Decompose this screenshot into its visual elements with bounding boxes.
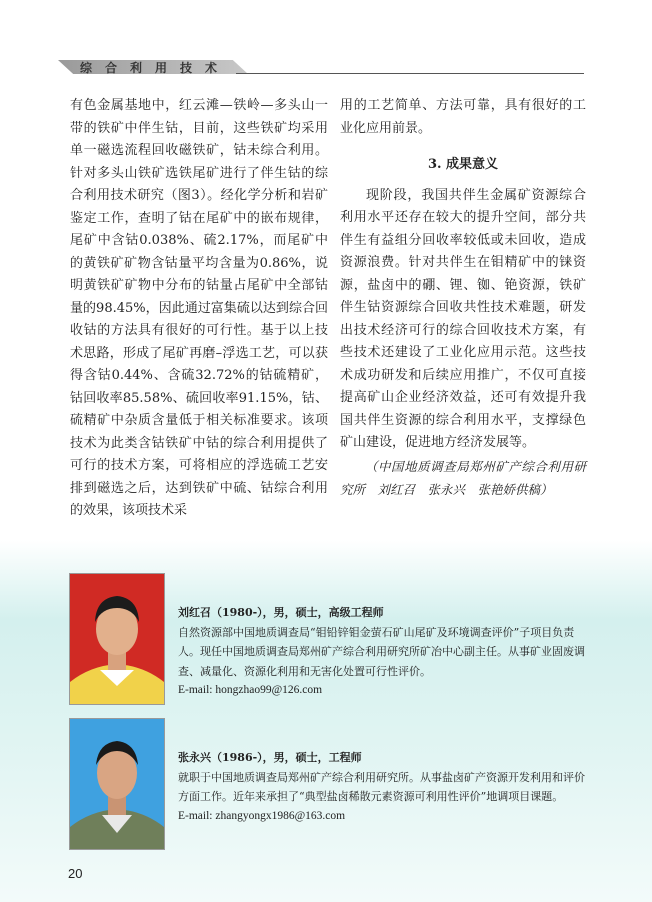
header-title: 综合利用技术 [80,61,231,75]
author-email[interactable]: E-mail: zhangyongx1986@163.com [178,809,346,822]
header-rule [236,73,584,74]
author-portrait-icon [70,719,164,849]
left-column [70,95,328,523]
section-heading: 3. 成果意义 [427,157,499,172]
author-description: 就职于中国地质调查局郑州矿产综合利用研究所。从事盐卤矿产资源开发利用和评价方面工作。近年来承担了“典型盐卤稀散元素资源可利用性评价”地调项目课题。 [178,770,585,803]
right-column [340,95,586,501]
author-portrait-icon [70,574,164,704]
section-body: 现阶段，我国共伴生金属矿资源综合利用水平还存在较大的提升空间，部分共伴生有益组分回收率较低或未回收，造成资源浪费。针对共伴生在钼精矿中的铼资源，盐卤中的硼、锂、铷、铯资源，铁矿伴生钴资源综合回收共性技术难题，研发出技术经济可行的综合回收技术方案，有些技术还建设了工业化应用示范。这些技术成功研发和后续应用推广，不仅可直接提高矿山企业经济效益，还可有效提升我国共伴生资源的综合利用水平，支撑绿色矿山建设，促进地方经济发展等。 [340,187,586,450]
author-email[interactable]: E-mail: hongzhao99@126.com [178,684,323,696]
right-column-continuation: 用的工艺简单、方法可靠，具有很好的工业化应用前景。 [340,98,586,136]
author-bio [178,603,588,701]
author-photo [69,573,165,705]
author-photo [69,718,165,850]
author-description: 自然资源部中国地质调查局“钼铅锌钼金萤石矿山尾矿及环境调查评价”子项目负责人。现任中国地质调查局郑州矿产综合利用研究所矿冶中心副主任。从事矿业固废调查、减量化、资源化利用和无害化处置可行性评价。 [178,625,585,678]
left-column-paragraph: 有色金属基地中，红云滩—铁岭—多头山一带的铁矿中伴生钴，目前，这些铁矿均采用单一磁选流程回收磁铁矿，钴未综合利用。针对多头山铁矿选铁尾矿进行了伴生钴的综合利用技术研究（图3）。经化学分析和岩矿鉴定工作，查明了钴在尾矿中的嵌布规律，尾矿中含钴0.038%、硫2.17%，而尾矿中的黄铁矿矿物含钴量平均含量为0.86%，说明黄铁矿矿物中分布的钴量占尾矿中全部钴量的98.45%，因此通过富集硫以达到综合回收钴的方法具有很好的可行性。基于以上技术思路，形成了尾矿再磨–浮选工艺，可以获得含钴0.44%、含硫32.72%的钴硫精矿，钴回收率85.58%、硫回收率91.15%，钴、硫精矿中杂质含量低于相关标准要求。该项技术为此类含钴铁矿中钴的综合利用提供了可行的技术方案，可将相应的浮选硫工艺安排到磁选之后，达到铁矿中硫、钴综合利用的效果，该项技术采 [70,98,328,518]
author-name-line: 刘红召（1980-），男，硕士，高级工程师 [178,606,384,619]
author-bio [178,748,588,826]
author-name-line: 张永兴（1986-），男，硕士，工程师 [178,751,362,764]
page-number: 20 [68,866,83,881]
source-credit: （中国地质调查局郑州矿产综合利用研究所 刘红召 张永兴 张艳娇供稿） [340,458,586,497]
running-header [0,52,652,82]
